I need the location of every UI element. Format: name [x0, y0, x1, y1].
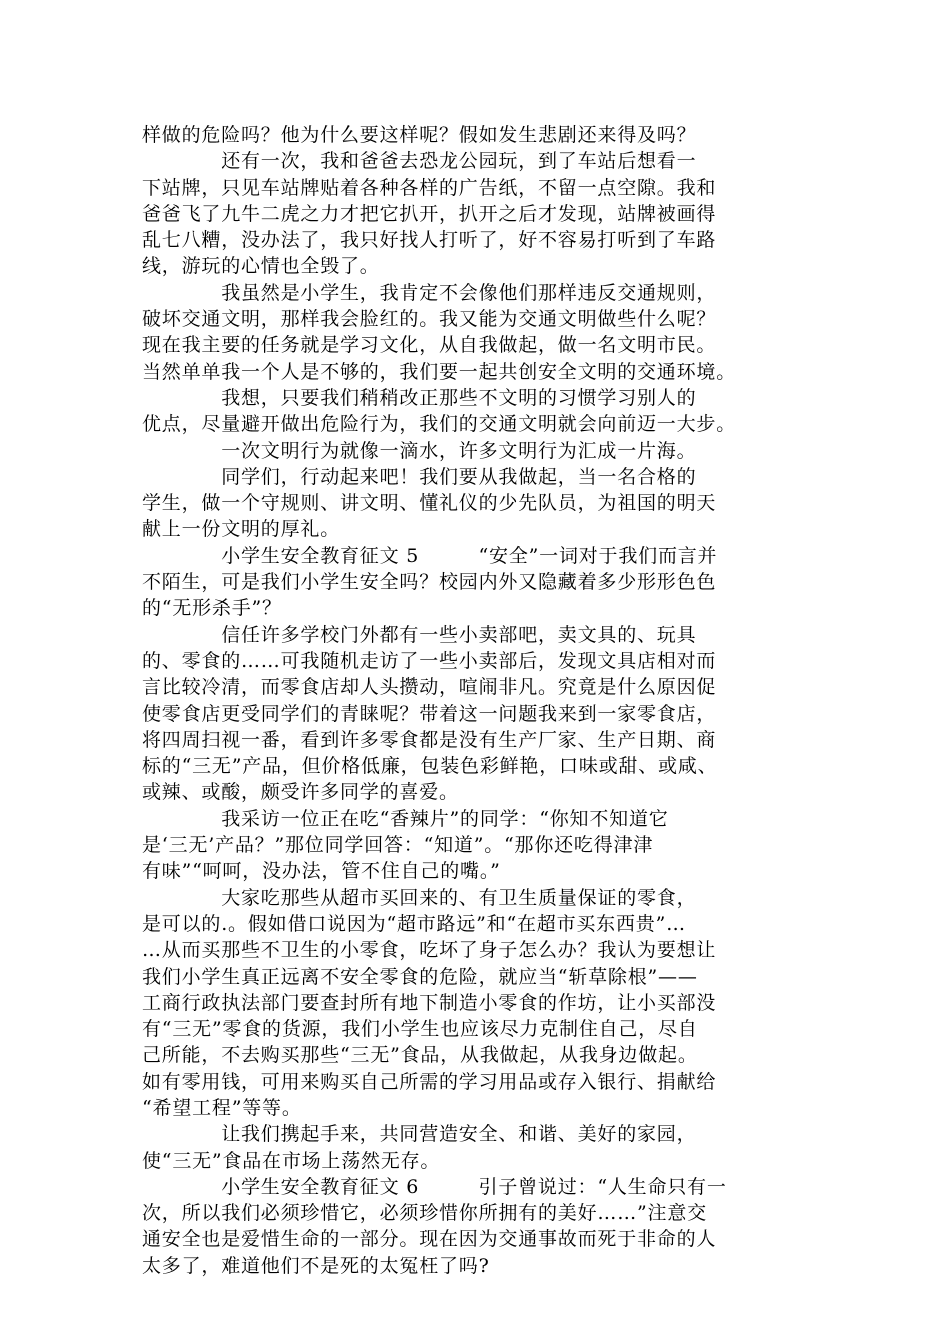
text-line: 乱七八糟，没办法了，我只好找人打听了，好不容易打听到了车路	[142, 229, 717, 252]
text-line: 是可以的.。假如借口说因为“超市路远”和“在超市买东西贵”…	[142, 912, 686, 935]
text-line: 太多了，难道他们不是死的太冤枉了吗?	[142, 1254, 490, 1277]
text-line: 言比较冷清，而零食店却人头攒动，喧闹非凡。究竟是什么原因促	[142, 676, 717, 699]
text-line: 一次文明行为就像一滴水，许多文明行为汇成一片海。	[142, 439, 697, 462]
text-line: 如有零用钱，可用来购买自己所需的学习用品或存入银行、捐献给	[142, 1070, 717, 1093]
text-line: 通安全也是爱惜生命的一部分。现在因为交通事故而死于非命的人	[142, 1228, 717, 1251]
text-line: 使零食店更受同学们的青睐呢？带着这一问题我来到一家零食店，	[142, 702, 717, 725]
text-line: 我采访一位正在吃“香辣片”的同学：“你知不知道它	[142, 807, 669, 830]
text-line: 还有一次，我和爸爸去恐龙公园玩，到了车站后想看一	[142, 150, 697, 173]
text-line: 同学们，行动起来吧！我们要从我做起，当一名合格的	[142, 465, 697, 488]
text-line: 我们小学生真正远离不安全零食的危险，就应当“斩草除根”——	[142, 965, 698, 988]
text-line: 线，游玩的心情也全毁了。	[142, 255, 380, 278]
section-heading-line: 小学生安全教育征文 5 “安全”一词对于我们而言并	[142, 544, 718, 567]
text-line: 让我们携起手来，共同营造安全、和谐、美好的家园，	[142, 1123, 697, 1146]
text-line: 的“无形杀手”？	[142, 597, 282, 620]
text-line: 将四周扫视一番，看到许多零食都是没有生产厂家、生产日期、商	[142, 728, 717, 751]
text-line: 有“三无”零食的货源，我们小学生也应该尽力克制住自己，尽自	[142, 1018, 698, 1041]
text-line: 次，所以我们必须珍惜它，必须珍惜你所拥有的美好……”注意交	[142, 1202, 707, 1225]
text-line: 工商行政执法部门要查封所有地下制造小零食的作坊，让小买部没	[142, 991, 717, 1014]
section-heading-line: 小学生安全教育征文 6 引子曾说过：“人生命只有一	[142, 1175, 727, 1198]
text-line: …从而买那些不卫生的小零食，吃坏了身子怎么办？我认为要想让	[142, 939, 717, 962]
text-line: 当然单单我一个人是不够的，我们要一起共创安全文明的交通环境。	[142, 360, 737, 383]
text-line: 大家吃那些从超市买回来的、有卫生质量保证的零食，	[142, 886, 697, 909]
text-line: 信任许多学校门外都有一些小卖部吧，卖文具的、玩具	[142, 623, 697, 646]
text-line: 使“三无”食品在市场上荡然无存。	[142, 1149, 441, 1172]
text-line: 己所能，不去购买那些“三无”食品，从我做起，从我身边做起。	[142, 1044, 698, 1067]
text-line: 爸爸飞了九牛二虎之力才把它扒开，扒开之后才发现，站牌被画得	[142, 202, 717, 225]
text-line: 有味”“呵呵，没办法，管不住自己的嘴。”	[142, 860, 501, 883]
text-line: 破坏交通文明，那样我会脸红的。我又能为交通文明做些什么呢？	[142, 308, 717, 331]
text-line: 的、零食的……可我随机走访了一些小卖部后，发现文具店相对而	[142, 649, 717, 672]
text-line: 献上一份文明的厚礼。	[142, 518, 341, 541]
text-line: 我虽然是小学生，我肯定不会像他们那样违反交通规则，	[142, 281, 717, 304]
text-line: 或辣、或酸，颇受许多同学的喜爱。	[142, 781, 459, 804]
text-line: “希望工程”等等。	[142, 1096, 302, 1119]
text-line: 优点，尽量避开做出危险行为，我们的交通文明就会向前迈一大步。	[142, 413, 737, 436]
text-line: 标的“三无”产品，但价格低廉，包装色彩鲜艳，口味或甜、或咸、	[142, 755, 718, 778]
text-line: 学生，做一个守规则、讲文明、懂礼仪的少先队员，为祖国的明天	[142, 492, 717, 515]
text-line: 现在我主要的任务就是学习文化，从自我做起，做一名文明市民。	[142, 334, 717, 357]
essay-body	[142, 122, 828, 1279]
text-line: 是‘三无’产品？”那位同学回答：“知道”。“那你还吃得津津	[142, 834, 654, 857]
text-line: 下站牌，只见车站牌贴着各种各样的广告纸，不留一点空隙。我和	[142, 176, 717, 199]
text-line: 样做的危险吗？他为什么要这样呢？假如发生悲剧还来得及吗？	[142, 124, 697, 146]
text-line: 我想，只要我们稍稍改正那些不文明的习惯学习别人的	[142, 386, 697, 409]
text-line: 不陌生，可是我们小学生安全吗？校园内外又隐藏着多少形形色色	[142, 571, 717, 594]
